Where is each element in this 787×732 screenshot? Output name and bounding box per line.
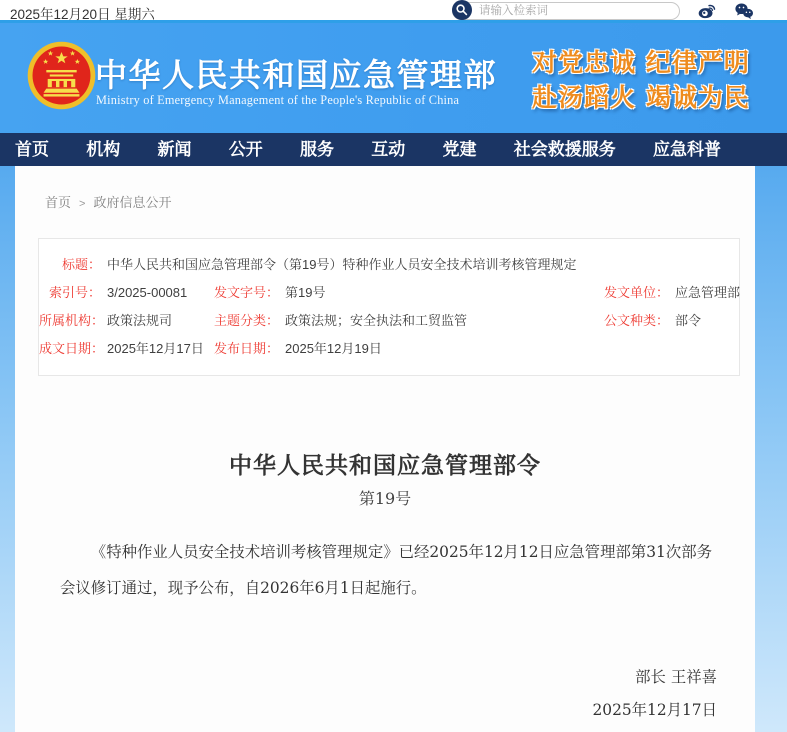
meta-value-publish-date: 2025年12月19日 [285,341,382,356]
slogan-banner [528,45,754,115]
site-search [452,1,680,19]
meta-row-title [39,256,733,273]
meta-label-doc-no: 发文字号： [213,285,279,300]
meta-cell-category [211,312,579,329]
meta-label-written-date: 成文日期： [39,341,105,356]
meta-cell-written-date [39,340,211,357]
nav-item-emergency-science[interactable]: 应急科普 [653,140,721,159]
meta-cell-empty [579,340,740,357]
document-signature [592,661,717,727]
document-paragraph: 《特种作业人员安全技术培训考核管理规定》已经2025年12月12日应急管理部第31次部务会议修订通过，现予公布，自2026年6月1日起施行。 [60,543,712,597]
meta-label-category: 主题分类： [213,313,279,328]
document-number: 第19号 [358,489,412,508]
nav-item-social-rescue[interactable]: 社会救援服务 [513,140,616,159]
meta-value-doc-type: 部令 [675,313,702,328]
meta-label-publish-date: 发布日期： [213,341,279,356]
search-icon [452,8,472,23]
nav-item-party-building[interactable]: 党建 [442,140,477,159]
wechat-icon [733,9,755,24]
nav-item-interaction[interactable]: 互动 [371,140,406,159]
meta-value-title: 中华人民共和国应急管理部令（第19号）特种作业人员安全技术培训考核管理规定 [107,257,577,272]
slogan-line-2: 赴汤蹈火 竭诚为民 [532,83,750,112]
signature-date: 2025年12月17日 [592,701,717,719]
meta-value-written-date: 2025年12月17日 [107,341,204,356]
nav-item-organization[interactable]: 机构 [86,140,121,159]
meta-cell-issuing-unit [579,284,740,301]
site-title: 中华人民共和国应急管理部 [95,57,498,93]
meta-value-doc-no: 第19号 [285,285,326,300]
breadcrumb-separator: > [79,198,86,210]
weibo-share-button[interactable] [696,1,718,21]
document-title: 中华人民共和国应急管理部令 [229,452,541,479]
slogan-line-1: 对党忠诚 纪律严明 [532,48,750,77]
meta-cell-doc-no [211,284,579,301]
current-date: 2025年12月20日 星期六 [10,7,155,22]
content-panel [15,166,755,732]
top-utility-bar [0,0,787,23]
meta-label-index-no: 索引号： [48,285,101,300]
signer-name: 部长 王祥喜 [635,668,717,686]
meta-value-institution: 政策法规司 [107,313,173,328]
meta-label-doc-type: 公文种类： [603,313,669,328]
main-navigation [0,133,787,166]
nav-item-services[interactable]: 服务 [300,140,334,159]
meta-grid [39,284,741,357]
nav-item-news[interactable]: 新闻 [157,140,192,159]
search-input[interactable] [452,2,680,20]
breadcrumb-home-link[interactable]: 首页 [45,195,72,210]
masthead [0,23,787,133]
national-emblem-logo [27,41,96,110]
meta-label-title: 标题： [61,257,101,272]
meta-label-issuing-unit: 发文单位： [603,285,669,300]
page-background [0,166,787,732]
meta-cell-doc-type [579,312,740,329]
meta-value-index-no: 3/2025-00081 [107,285,188,300]
meta-value-issuing-unit: 应急管理部 [675,285,741,300]
meta-label-institution: 所属机构： [39,313,105,328]
wechat-share-button[interactable] [733,1,755,21]
nav-item-home[interactable]: 首页 [15,140,49,159]
weibo-icon [696,9,718,24]
meta-value-category: 政策法规；安全执法和工贸监管 [285,313,468,328]
meta-cell-institution [39,312,211,329]
meta-cell-index-no [39,284,211,301]
nav-item-disclosure[interactable]: 公开 [228,140,263,159]
site-subtitle-english: Ministry of Emergency Management of the People's Republic of China [96,93,460,107]
breadcrumb [45,192,171,211]
search-button[interactable] [452,0,472,20]
meta-cell-publish-date [211,340,579,357]
breadcrumb-current: 政府信息公开 [93,195,172,210]
document-metadata-box [38,238,740,376]
